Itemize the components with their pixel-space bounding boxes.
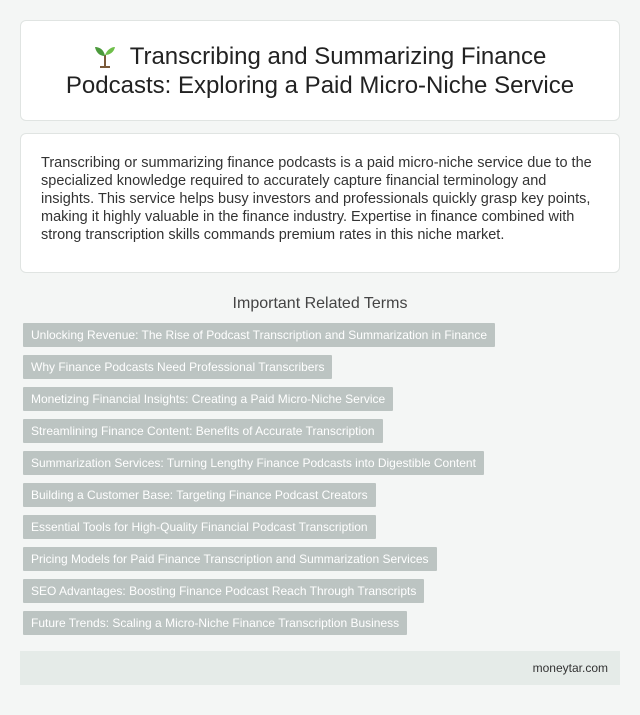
related-term-tag[interactable]: Streamlining Finance Content: Benefits of Accurate Transcription bbox=[23, 419, 383, 443]
related-term-tag[interactable]: Summarization Services: Turning Lengthy Finance Podcasts into Digestible Content bbox=[23, 451, 484, 475]
related-term-tag[interactable]: Why Finance Podcasts Need Professional Transcribers bbox=[23, 355, 332, 379]
related-terms-list bbox=[20, 323, 620, 635]
intro-card bbox=[20, 133, 620, 273]
related-term-tag[interactable]: Essential Tools for High-Quality Financial Podcast Transcription bbox=[23, 515, 376, 539]
related-term-tag[interactable]: Pricing Models for Paid Finance Transcription and Summarization Services bbox=[23, 547, 437, 571]
related-term-tag[interactable]: Monetizing Financial Insights: Creating a Paid Micro-Niche Service bbox=[23, 387, 393, 411]
intro-paragraph: Transcribing or summarizing finance podcasts is a paid micro-niche service due to the specialized knowledge required to accurately capture financial terminology and insights. This service helps busy investors and professionals quickly grasp key points, making it highly valuable in the finance industry. Expertise in finance combined with strong transcription skills commands premium rates in this niche market. bbox=[41, 155, 592, 243]
footer-site-link[interactable]: moneytar.com bbox=[532, 661, 608, 675]
related-term-tag[interactable]: Unlocking Revenue: The Rise of Podcast Transcription and Summarization in Finance bbox=[23, 323, 495, 347]
related-term-tag[interactable]: Building a Customer Base: Targeting Finance Podcast Creators bbox=[23, 483, 376, 507]
footer bbox=[20, 651, 620, 685]
page-title-text: Transcribing and Summarizing Finance Podcasts: Exploring a Paid Micro-Niche Service bbox=[65, 42, 575, 99]
title-card bbox=[20, 20, 620, 121]
page-title bbox=[45, 42, 595, 100]
related-term-tag[interactable]: Future Trends: Scaling a Micro-Niche Finance Transcription Business bbox=[23, 611, 407, 635]
related-term-tag[interactable]: SEO Advantages: Boosting Finance Podcast Reach Through Transcripts bbox=[23, 579, 424, 603]
sprout-icon bbox=[94, 44, 116, 68]
related-terms-heading: Important Related Terms bbox=[232, 295, 408, 312]
